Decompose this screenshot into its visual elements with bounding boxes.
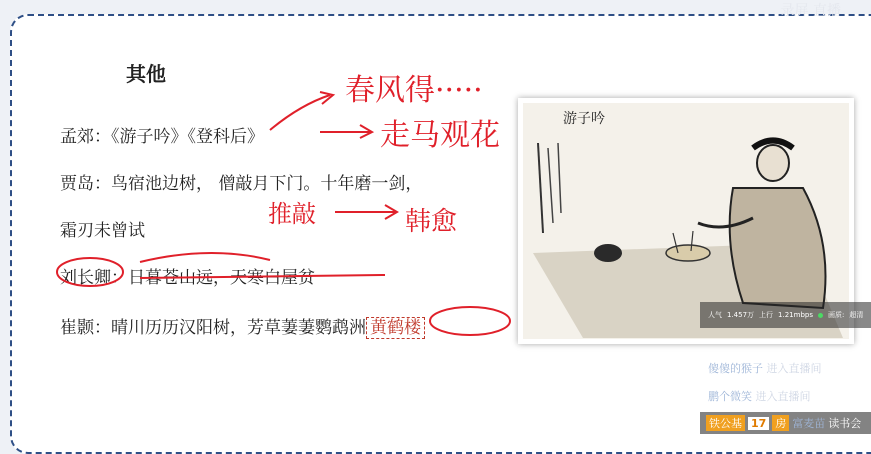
gift-text: 读书会 [828,417,862,430]
upload-value: 1.21mbps [778,311,813,319]
line-jia-dao: 贾岛：鸟宿池边树， 僧敲月下门。十年磨一剑， [60,174,423,194]
popularity-value: 1.457万 [727,311,755,319]
line-liu-changqing: 刘长卿：日暮苍山远，天寒白屋贫 [60,268,315,288]
annotation-zouma: 走马观花 [380,118,500,153]
fan-badge: 铁公基 [706,415,745,431]
gift-message [700,412,871,434]
annotation-hanyu: 韩愈 [405,207,458,237]
status-dot-icon [818,313,823,318]
quality-label: 画质: [828,311,845,319]
gift-user[interactable]: 富麦苗 [792,417,826,430]
chat-text: 进入直播间 [766,362,822,375]
annotation-tuiqiao: 推敲 [268,200,316,228]
annotation-chunfengde: 春风得····· [345,73,483,108]
stream-stats-bar [700,302,871,328]
line-jia-dao-cont: 霜刃未曾试 [60,221,145,241]
svg-text:游子吟: 游子吟 [563,111,605,127]
upload-label: 上行 [759,311,774,319]
slide-heading: 其他 [126,62,166,86]
chat-text: 进入直播间 [755,390,811,403]
room-badge: 房 [772,415,789,431]
cui-hao-text: 崔颢：晴川历历汉阳树，芳草萋萋鹦鹉洲 [60,318,366,338]
quality-value: 超清 [849,311,864,319]
boxed-word: 黄鹤楼 [366,317,425,339]
chat-nick[interactable]: 傻傻的猴子 [708,362,763,375]
fan-level: 17 [748,417,769,430]
chat-message [700,388,871,404]
popularity-label: 人气 [708,311,722,319]
chat-message [700,360,871,376]
line-meng-jiao: 孟郊：《游子吟》《登科后》 [60,127,264,147]
line-cui-hao [60,313,425,338]
chat-nick[interactable]: 鹏个微笑 [708,390,752,403]
watermark: 录屏 直播 [780,3,841,19]
